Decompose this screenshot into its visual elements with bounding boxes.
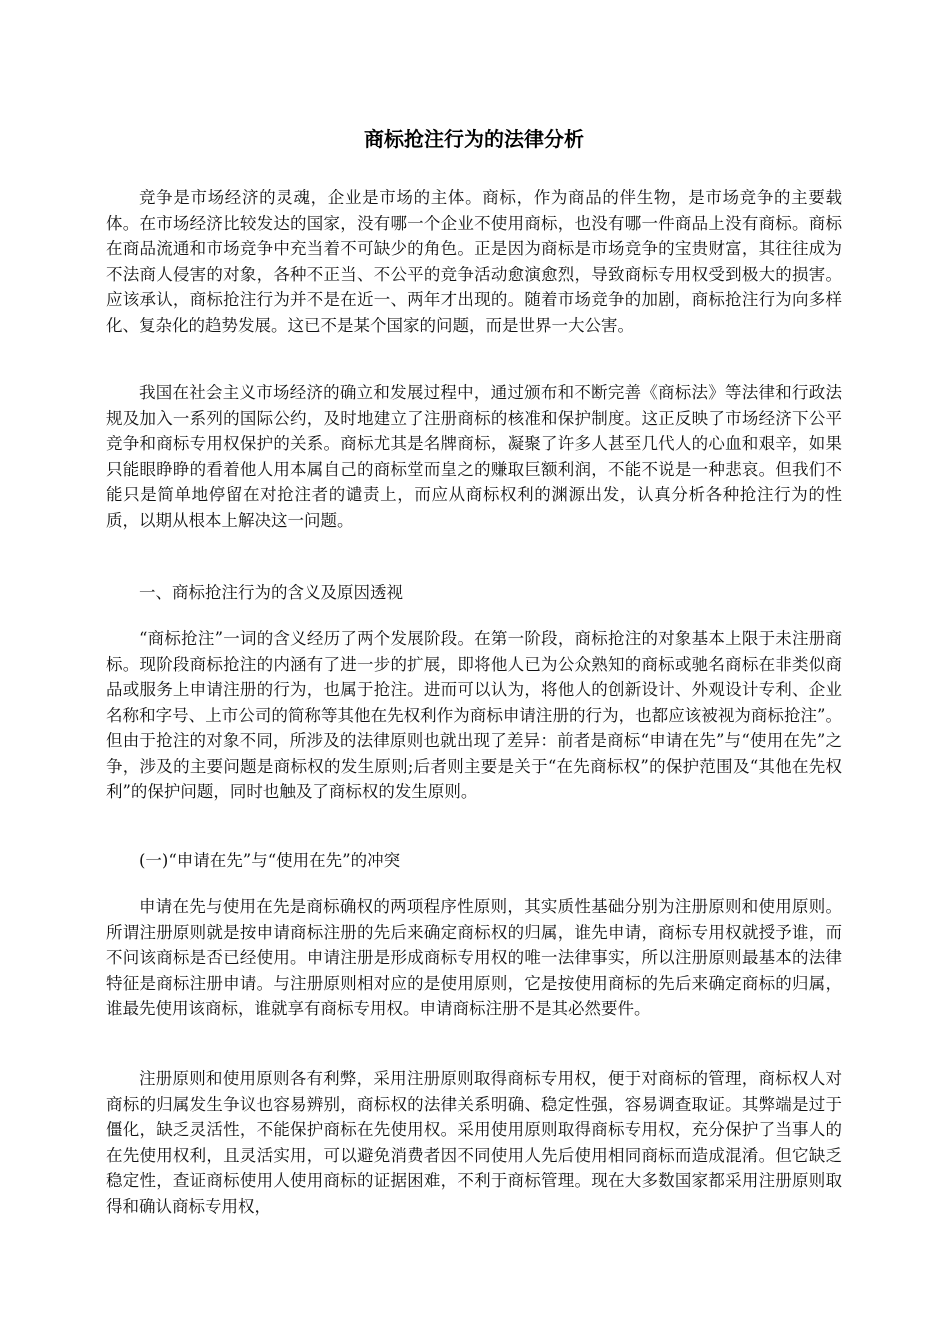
paragraph-4: 申请在先与使用在先是商标确权的两项程序性原则，其实质性基础分别为注册原则和使用原则。所谓注册原则就是按申请商标注册的先后来确定商标权的归属，谁先申请，商标专用权就授予谁，而不问该商标是否已经使用。申请注册是形成商标专用权的唯一法律事实，所以注册原则最基本的法律特征是商标注册申请。与注册原则相对应的是使用原则，它是按使用商标的先后来确定商标的归属，谁最先使用该商标，谁就享有商标专用权。申请商标注册不是其必然要件。 [106, 897, 842, 1018]
paragraph-2: 我国在社会主义市场经济的确立和发展过程中，通过颁布和不断完善《商标法》等法律和行政法规及加入一系列的国际公约，及时地建立了注册商标的核准和保护制度。这正反映了市场经济下公平竞争和商标专用权保护的关系。商标尤其是名牌商标，凝聚了许多人甚至几代人的心血和艰辛，如果只能眼睁睁的看着他人用本属自己的商标堂而皇之的赚取巨额利润，不能不说是一种悲哀。但我们不能只是简单地停留在对抢注者的谴责上，而应从商标权利的渊源出发，认真分析各种抢注行为的性质，以期从根本上解决这一问题。 [106, 383, 842, 530]
paragraph-3: “商标抢注”一词的含义经历了两个发展阶段。在第一阶段，商标抢注的对象基本上限于未注册商标。现阶段商标抢注的内涵有了进一步的扩展，即将他人已为公众熟知的商标或驰名商标在非类似商品或服务上申请注册的行为，也属于抢注。进而可以认为，将他人的创新设计、外观设计专利、企业名称和字号、上市公司的简称等其他在先权利作为商标申请注册的行为，也都应该被视为商标抢注”。但由于抢注的对象不同，所涉及的法律原则也就出现了差异：前者是商标“申请在先”与“使用在先”之争，涉及的主要问题是商标权的发生原则;后者则主要是关于“在先商标权”的保护范围及“其他在先权利”的保护问题，同时也触及了商标权的发生原则。 [106, 629, 842, 801]
paragraph-5: 注册原则和使用原则各有利弊，采用注册原则取得商标专用权，便于对商标的管理，商标权人对商标的归属发生争议也容易辨别，商标权的法律关系明确、稳定性强，容易调查取证。其弊端是过于僵化，缺乏灵活性，不能保护商标在先使用权。采用使用原则取得商标专用权，充分保护了当事人的在先使用权利，且灵活实用，可以避免消费者因不同使用人先后使用相同商标而造成混淆。但它缺乏稳定性，查证商标使用人使用商标的证据困难，不利于商标管理。现在大多数国家都采用注册原则取得和确认商标专用权， [106, 1069, 842, 1216]
section-heading-1: 一、商标抢注行为的含义及原因透视 [139, 583, 403, 602]
document-title: 商标抢注行为的法律分析 [364, 127, 584, 151]
subsection-heading-1: (一)“申请在先”与“使用在先”的冲突 [139, 851, 401, 870]
paragraph-1: 竞争是市场经济的灵魂，企业是市场的主体。商标，作为商品的伴生物，是市场竞争的主要载体。在市场经济比较发达的国家，没有哪一个企业不使用商标，也没有哪一件商品上没有商标。商标在商品流通和市场竞争中充当着不可缺少的角色。正是因为商标是市场竞争的宝贵财富，其往往成为不法商人侵害的对象，各种不正当、不公平的竞争活动愈演愈烈，导致商标专用权受到极大的损害。应该承认，商标抢注行为并不是在近一、两年才出现的。随着市场竞争的加剧，商标抢注行为向多样化、复杂化的趋势发展。这已不是某个国家的问题，而是世界一大公害。 [106, 188, 842, 335]
